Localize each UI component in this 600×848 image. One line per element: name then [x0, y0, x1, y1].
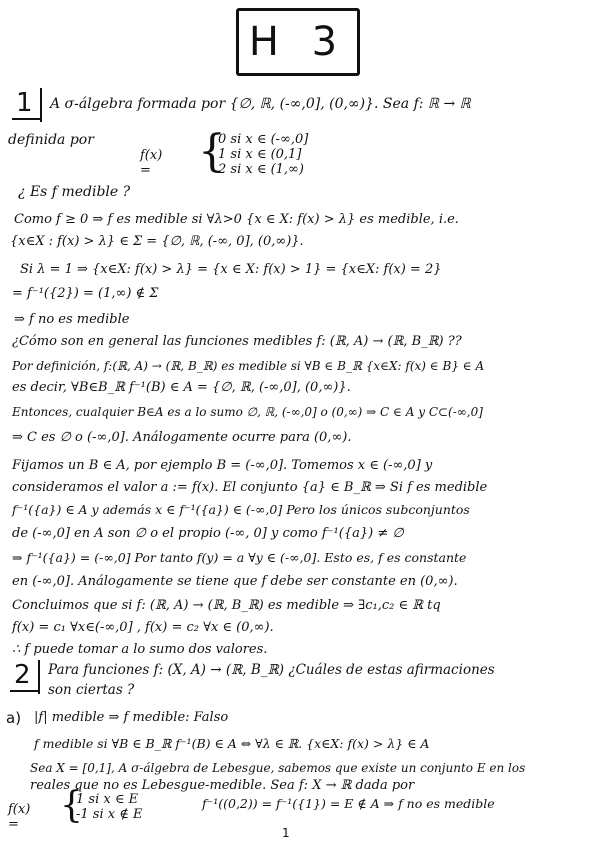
piecewise-case: -1 si x ∉ E	[76, 807, 143, 822]
problem-2-line: son ciertas ?	[48, 682, 135, 698]
page-number: 1	[282, 826, 290, 840]
piecewise-case: 1 si x ∈ E	[76, 792, 139, 807]
problem-2-underline	[10, 690, 40, 692]
problem-2-line: Para funciones f: (X, A) → (ℝ, B_ℝ) ¿Cuáles de estas afirmaciones	[48, 662, 495, 678]
problem-1-body-line: en (-∞,0]. Análogamente se tiene que f debe ser constante en (0,∞).	[12, 574, 458, 589]
part-a-line: reales que no es Lebesgue-medible. Sea f: X → ℝ dada por	[30, 778, 415, 793]
part-a-conclusion: f⁻¹((0,2)) = f⁻¹({1}) = E ∉ A ⇒ f no es medible	[202, 796, 495, 811]
page-title: H 3	[236, 8, 360, 76]
piecewise-case: 0 si x ∈ (-∞,0]	[218, 132, 309, 147]
problem-1-underline	[12, 118, 42, 120]
problem-1-body-line: consideramos el valor a := f(x). El conjunto {a} ∈ B_ℝ ⇒ Si f es medible	[12, 480, 488, 495]
f-label: f(x) =	[8, 802, 31, 832]
problem-1-body-line: ∴ f puede tomar a lo sumo dos valores.	[12, 642, 268, 657]
problem-1-body-line: f⁻¹({a}) ∈ A y además x ∈ f⁻¹({a}) ∈ (-∞,0] Pero los únicos subconjuntos	[12, 502, 470, 517]
problem-1-body-line: de (-∞,0] en A son ∅ o el propio (-∞, 0] y como f⁻¹({a}) ≠ ∅	[12, 526, 404, 541]
problem-1-body-line: ⇒ C es ∅ o (-∞,0]. Análogamente ocurre para (0,∞).	[12, 430, 352, 445]
problem-1-body-line: f(x) = c₁ ∀x∈(-∞,0] , f(x) = c₂ ∀x ∈ (0,∞).	[12, 620, 274, 635]
piecewise-case: 2 si x ∈ (1,∞)	[218, 162, 304, 177]
problem-1-body-line: ⇒ f no es medible	[14, 312, 130, 327]
problem-2-bracket	[38, 660, 40, 694]
problem-1-body-line: Si λ = 1 ⇒ {x∈X: f(x) > λ} = {x ∈ X: f(x) > 1} = {x∈X: f(x) = 2}	[20, 262, 442, 277]
problem-1-body-line: Por definición, f:(ℝ, A) → (ℝ, B_ℝ) es medible si ∀B ∈ B_ℝ {x∈X: f(x) ∈ B} ∈ A	[12, 359, 485, 373]
problem-2-number: 2	[14, 660, 31, 690]
problem-1-body-line: es decir, ∀B∈B_ℝ f⁻¹(B) ∈ A = {∅, ℝ, (-∞,0], (0,∞)}.	[12, 380, 351, 395]
problem-1-body-line: Concluimos que si f: (ℝ, A) → (ℝ, B_ℝ) es medible ⇒ ∃c₁,c₂ ∈ ℝ tq	[12, 598, 441, 613]
problem-1-body-line: ¿Cómo son en general las funciones medibles f: (ℝ, A) → (ℝ, B_ℝ) ??	[12, 334, 462, 349]
part-a-label: a)	[6, 709, 22, 727]
problem-1-line: A σ-álgebra formada por {∅, ℝ, (-∞,0], (0,∞)}. Sea f: ℝ → ℝ	[50, 96, 471, 112]
piecewise-brace: {	[198, 126, 226, 177]
piecewise-brace: {	[60, 785, 83, 826]
f-label: f(x) =	[140, 148, 163, 178]
problem-1-body-line: Fijamos un B ∈ A, por ejemplo B = (-∞,0]. Tomemos x ∈ (-∞,0] y	[12, 458, 433, 473]
problem-1-body-line: {x∈X : f(x) > λ} ∈ Σ = {∅, ℝ, (-∞, 0], (0,∞)}.	[10, 234, 304, 249]
problem-1-body-line: Entonces, cualquier B∈A es a lo sumo ∅, ℝ, (-∞,0] o (0,∞) ⇒ C ∈ A y C⊂(-∞,0]	[12, 405, 483, 419]
part-a-line: |f| medible ⇒ f medible: Falso	[34, 710, 229, 725]
part-a-line: f medible si ∀B ∈ B_ℝ f⁻¹(B) ∈ A ⇔ ∀λ ∈ ℝ. {x∈X: f(x) > λ} ∈ A	[34, 736, 430, 751]
problem-1-body-line: = f⁻¹({2}) = (1,∞) ∉ Σ	[12, 286, 159, 301]
problem-1-number: 1	[16, 88, 33, 118]
problem-1-line: definida por	[8, 132, 94, 148]
problem-1-body-line: ⇒ f⁻¹({a}) = (-∞,0] Por tanto f(y) = a ∀y ∈ (-∞,0]. Esto es, f es constante	[12, 550, 467, 565]
piecewise-case: 1 si x ∈ (0,1]	[218, 147, 302, 162]
part-a-line: Sea X = [0,1], A σ-álgebra de Lebesgue, sabemos que existe un conjunto E en los	[30, 761, 526, 775]
problem-1-bracket	[40, 88, 42, 122]
problem-1-body-line: Como f ≥ 0 ⇒ f es medible si ∀λ>0 {x ∈ X: f(x) > λ} es medible, i.e.	[14, 212, 459, 227]
problem-1-body-line: ¿ Es f medible ?	[18, 184, 131, 200]
